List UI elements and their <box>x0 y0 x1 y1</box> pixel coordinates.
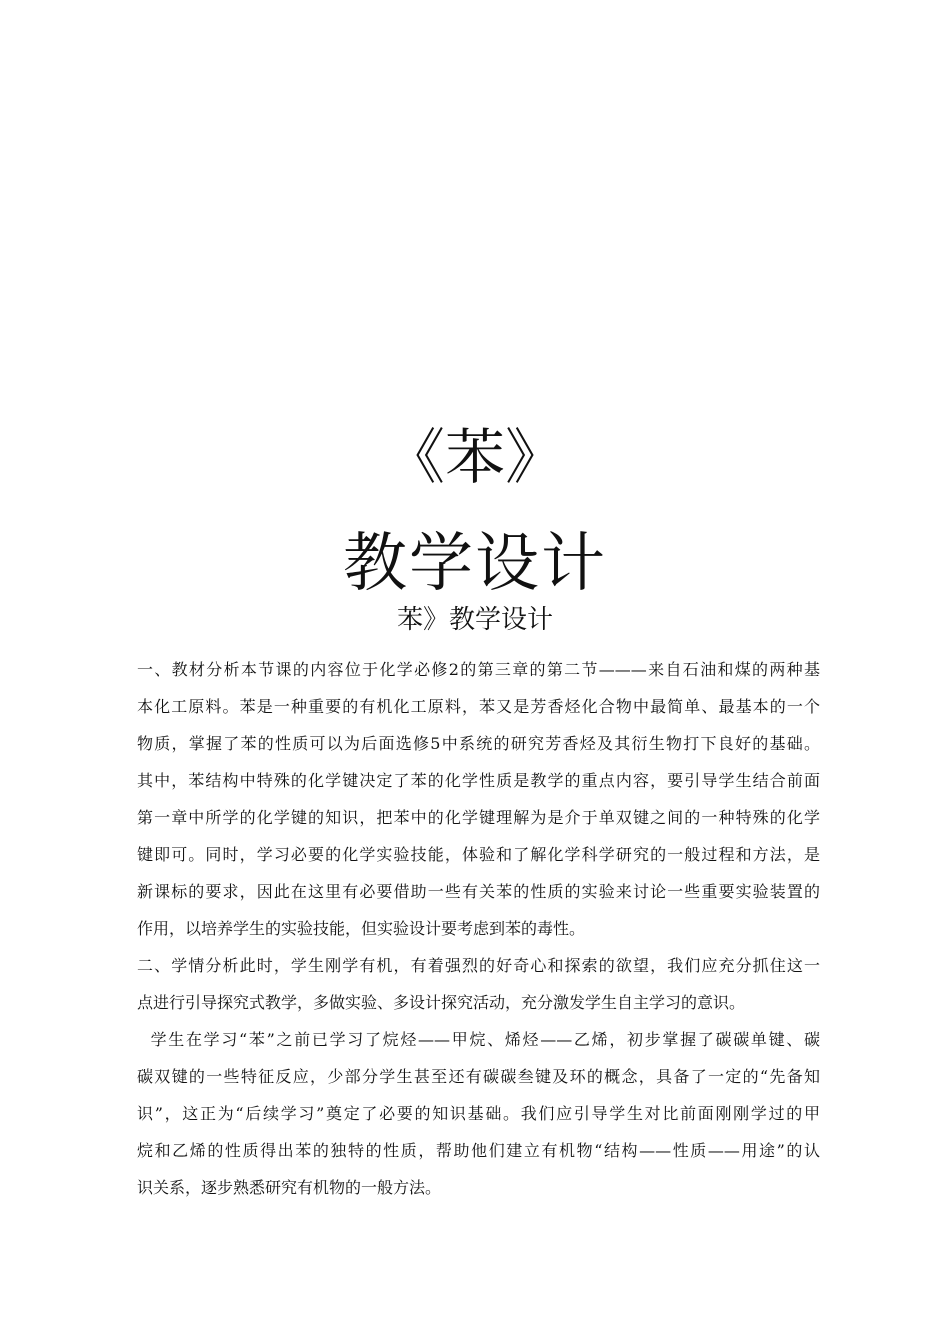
body-line: 识关系，逐步熟悉研究有机物的一般方法。 <box>137 1178 442 1197</box>
document-title-line-2: 教学设计 <box>343 527 607 601</box>
document-title-line-1: 《苯》 <box>385 423 565 493</box>
body-line: 物质，掌握了苯的性质可以为后面选修5中系统的研究芳香烃及其衍生物打下良好的基础。 <box>137 734 820 753</box>
body-line: 新课标的要求，因此在这里有必要借助一些有关苯的性质的实验来讨论一些重要实验装置的 <box>137 882 820 901</box>
document-subtitle: 苯》教学设计 <box>396 605 553 635</box>
body-line: 键即可。同时，学习必要的化学实验技能，体验和了解化学科学研究的一般过程和方法，是 <box>137 845 820 864</box>
body-line: 碳双键的一些特征反应，少部分学生甚至还有碳碳叁键及环的概念，具备了一定的“先备知 <box>137 1067 820 1086</box>
body-line: 点进行引导探究式教学，多做实验、多设计探究活动，充分激发学生自主学习的意识。 <box>137 993 746 1012</box>
body-text <box>137 651 820 1206</box>
body-line: 二、学情分析此时，学生刚学有机，有着强烈的好奇心和探索的欲望，我们应充分抓住这一 <box>137 956 820 975</box>
body-line: 识”，这正为“后续学习”奠定了必要的知识基础。我们应引导学生对比前面刚刚学过的甲 <box>137 1104 820 1123</box>
body-line: 一、教材分析本节课的内容位于化学必修2的第三章的第二节———来自石油和煤的两种基 <box>137 660 820 679</box>
body-line: 作用，以培养学生的实验技能，但实验设计要考虑到苯的毒性。 <box>137 919 586 938</box>
body-line: 烷和乙烯的性质得出苯的独特的性质，帮助他们建立有机物“结构——性质——用途”的认 <box>137 1141 820 1160</box>
body-line: 其中，苯结构中特殊的化学键决定了苯的化学性质是教学的重点内容，要引导学生结合前面 <box>137 771 820 790</box>
body-line: 学生在学习“苯”之前已学习了烷烃——甲烷、烯烃——乙烯，初步掌握了碳碳单键、碳 <box>137 1030 820 1049</box>
body-line: 本化工原料。苯是一种重要的有机化工原料，苯又是芳香烃化合物中最简单、最基本的一个 <box>137 697 820 716</box>
body-line: 第一章中所学的化学键的知识，把苯中的化学键理解为是介于单双键之间的一种特殊的化学 <box>137 808 820 827</box>
